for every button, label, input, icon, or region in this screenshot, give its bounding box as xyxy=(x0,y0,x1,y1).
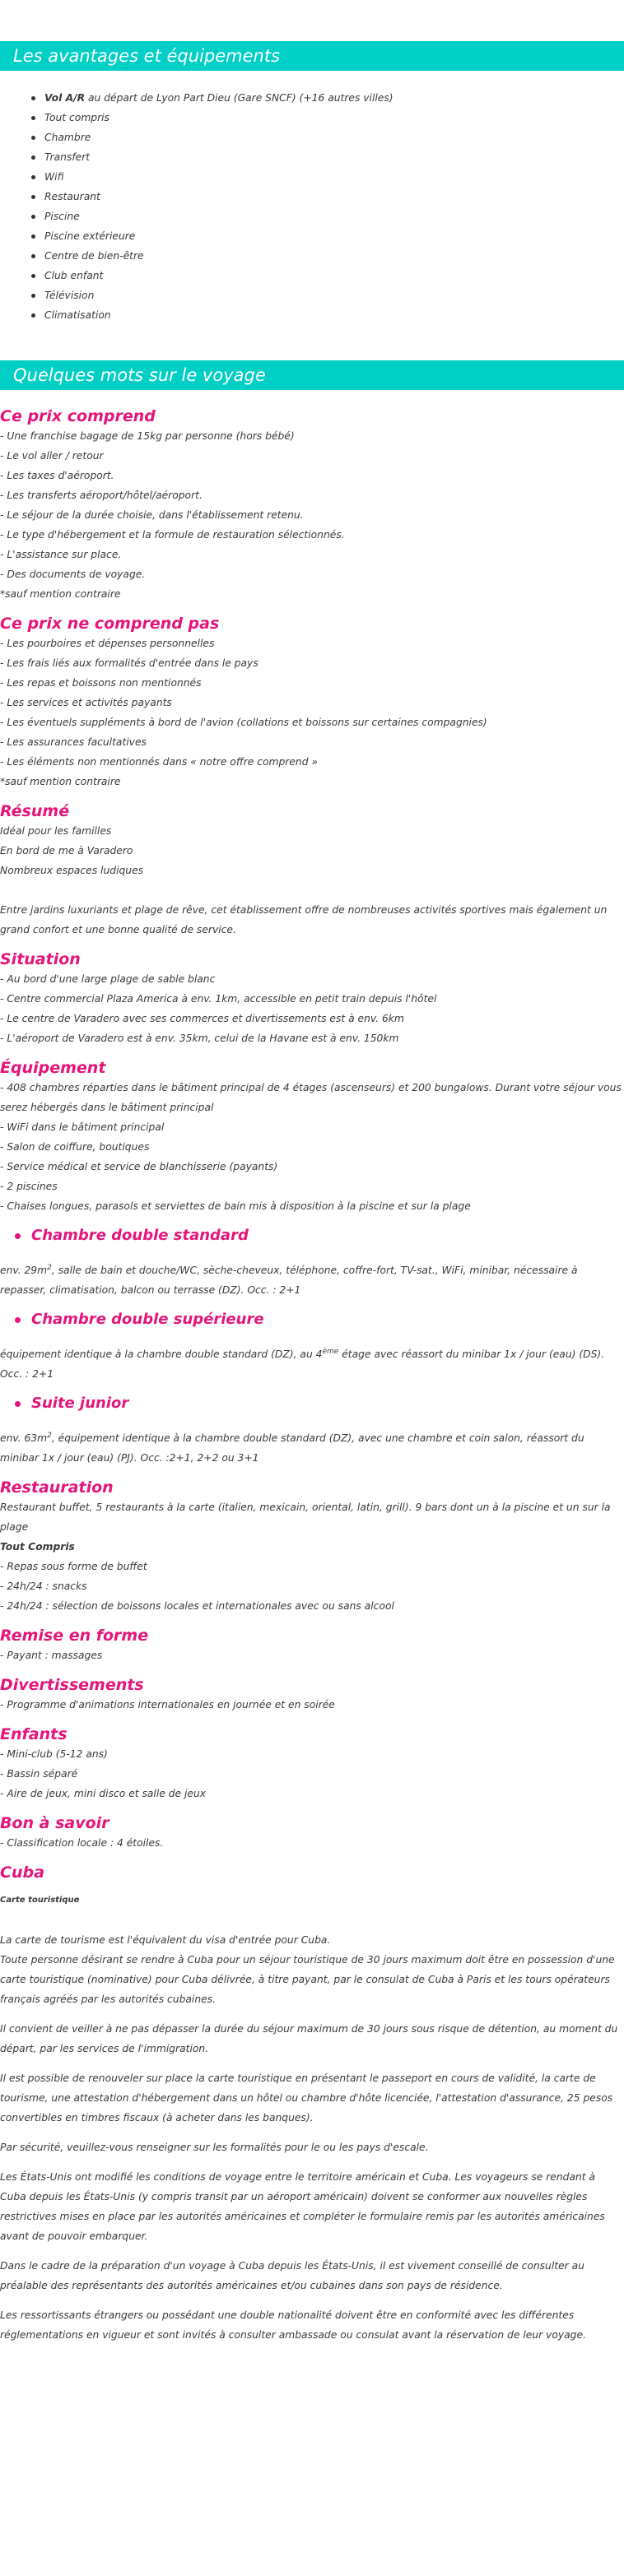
text-line: - Les services et activités payants xyxy=(0,697,172,708)
text-line: - Les transferts aéroport/hôtel/aéroport. xyxy=(0,490,203,501)
feature-item: Club enfant xyxy=(33,268,624,288)
text-line: - WiFi dans le bâtiment principal xyxy=(0,1121,165,1133)
cuba-paragraph: Il convient de veiller à ne pas dépasser la durée du séjour maximum de 30 jours sous risque de détention, au moment du départ, par les services de l'immigration. xyxy=(0,2023,618,2054)
text-line: Idéal pour les familles xyxy=(0,825,112,837)
section-heading: Ce prix comprend xyxy=(0,407,156,425)
text-line: - Programme d'animations internationales en journée et en soirée xyxy=(0,1699,335,1710)
text-line: - L'aéroport de Varadero est à env. 35km, celui de la Havane est à env. 150km xyxy=(0,1033,399,1044)
section-heading: Résumé xyxy=(0,802,70,820)
text-line: - Aire de jeux, mini disco et salle de jeux xyxy=(0,1788,207,1799)
feature-item: Chambre xyxy=(33,130,624,150)
room-superieure-section xyxy=(0,1310,624,1384)
room-desc-sup: 2 xyxy=(47,1431,52,1440)
restauration-bold: Tout Compris xyxy=(0,1541,75,1553)
cuba-subtitle: Carte touristique xyxy=(0,1896,80,1905)
text-line: - 408 chambres réparties dans le bâtiment principal de 4 étages (ascenseurs) et 200 bungalows. Durant votre séjour vous serez hébergés dans le bâtiment principal xyxy=(0,1082,622,1113)
feature-item: Tout compris xyxy=(33,110,624,130)
text-line: - Les pourboires et dépenses personnelles xyxy=(0,638,215,649)
text-line: - Les repas et boissons non mentionnés xyxy=(0,677,202,689)
restauration-section xyxy=(0,1478,624,1616)
room-description xyxy=(0,1428,624,1468)
feature-flight-bold: Vol A/R xyxy=(44,92,86,104)
cuba-paragraph: La carte de tourisme est l'équivalent du visa d'entrée pour Cuba. xyxy=(0,1934,331,1946)
cuba-paragraph: Toute personne désirant se rendre à Cuba pour un séjour touristique de 30 jours maximum doit être en possession d'une carte touristique (nominative) pour Cuba délivrée, à titre payant, par le consulat de Cuba à Paris et les tours opérateurs français agréés par les autorités cubaines. xyxy=(0,1954,615,2005)
resume-section xyxy=(0,801,624,940)
section-heading: Ce prix ne comprend pas xyxy=(0,615,220,633)
section-heading: Bon à savoir xyxy=(0,1814,109,1832)
section-heading: Cuba xyxy=(0,1864,44,1882)
feature-item: Télévision xyxy=(33,288,624,308)
cuba-paragraph: Les États-Unis ont modifié les conditions de voyage entre le territoire américain et Cuba. Les voyageurs se rendant à Cuba depuis les États-Unis (y compris transit par un aéroport américain) doivent se conformer aux nouvelles règles restrictives mises en place par les autorités américaines et compléter le formulaire remis par les autorités américaines avant de pouvoir embarquer. xyxy=(0,2171,605,2242)
feature-item: Wifi xyxy=(33,169,624,189)
resume-paragraph: Entre jardins luxuriants et plage de rêve, cet établissement offre de nombreuses activités sportives mais également un grand confort et une bonne qualité de service. xyxy=(0,904,608,935)
cuba-paragraph: Les ressortissants étrangers ou possédant une double nationalité doivent être en conformité avec les différentes réglementations en vigueur et sont invités à consulter ambassade ou consulat avant la réservation de leur voyage. xyxy=(0,2309,586,2341)
text-line: En bord de me à Varadero xyxy=(0,845,133,856)
text-line: - Mini-club (5-12 ans) xyxy=(0,1748,108,1760)
advantages-banner xyxy=(0,41,624,71)
room-desc-sup: 2 xyxy=(47,1263,52,1272)
page xyxy=(0,41,624,2345)
room-standard-section xyxy=(0,1226,624,1300)
text-line: Nombreux espaces ludiques xyxy=(0,865,144,876)
feature-item xyxy=(33,91,624,110)
text-line: - 2 piscines xyxy=(0,1181,58,1192)
text-line: - 24h/24 : sélection de boissons locales et internationales avec ou sans alcool xyxy=(0,1600,394,1612)
text-line: - Les taxes d'aéroport. xyxy=(0,470,114,481)
text-line: - Classification locale : 4 étoiles. xyxy=(0,1837,164,1849)
feature-flight-rest: au départ de Lyon Part Dieu (Gare SNCF) (+16 autres villes) xyxy=(85,92,393,104)
text-line: - Les éléments non mentionnés dans « notre offre comprend » xyxy=(0,756,319,768)
prix-comprend-section xyxy=(0,406,624,604)
text-line: *sauf mention contraire xyxy=(0,776,121,787)
room-desc-text: , équipement identique à la chambre double standard (DZ), avec une chambre et coin salon, réassort du minibar 1x / jour (eau) (PJ). Occ. :2+1, 2+2 ou 3+1 xyxy=(0,1432,584,1464)
text-line: - Le séjour de la durée choisie, dans l'établissement retenu. xyxy=(0,509,304,521)
room-desc-pre: env. 63m xyxy=(0,1432,48,1444)
text-line: - L'assistance sur place. xyxy=(0,549,122,560)
room-desc-text: étage avec réassort du minibar 1x / jour (eau) (DS). Occ. : 2+1 xyxy=(0,1348,605,1380)
room-desc-pre: env. 29m xyxy=(0,1265,48,1276)
feature-list xyxy=(0,91,624,327)
voyage-banner xyxy=(0,360,624,390)
text-line: - Le vol aller / retour xyxy=(0,450,104,462)
feature-item: Piscine extérieure xyxy=(33,229,624,248)
feature-item: Climatisation xyxy=(33,308,624,327)
room-description xyxy=(0,1344,624,1384)
feature-item: Transfert xyxy=(33,150,624,169)
text-line: - Service médical et service de blanchisserie (payants) xyxy=(0,1161,278,1172)
section-heading: Situation xyxy=(0,950,81,968)
room-heading: Chambre double supérieure xyxy=(0,1310,624,1330)
text-line: - Au bord d'une large plage de sable blanc xyxy=(0,973,216,985)
text-line: - Salon de coiffure, boutiques xyxy=(0,1141,150,1153)
room-heading: Chambre double standard xyxy=(0,1226,624,1246)
section-heading: Restauration xyxy=(0,1478,114,1497)
cuba-section xyxy=(0,1863,624,2345)
remise-section xyxy=(0,1626,624,1665)
voyage-title: Quelques mots sur le voyage xyxy=(13,365,266,385)
section-heading: Divertissements xyxy=(0,1676,144,1694)
room-suite-section xyxy=(0,1394,624,1468)
situation-section xyxy=(0,949,624,1048)
advantages-title: Les avantages et équipements xyxy=(13,46,281,66)
text-line: - Chaises longues, parasols et serviettes de bain mis à disposition à la piscine et sur la plage xyxy=(0,1200,471,1212)
restauration-intro: Restaurant buffet, 5 restaurants à la carte (italien, mexicain, oriental, latin, grill). 9 bars dont un à la piscine et un sur la plage xyxy=(0,1502,611,1533)
cuba-paragraph: Par sécurité, veuillez-vous renseigner sur les formalités pour le ou les pays d'escale. xyxy=(0,2142,429,2153)
text-line: - Les assurances facultatives xyxy=(0,736,147,748)
divert-section xyxy=(0,1675,624,1715)
text-line: - Centre commercial Plaza America à env. 1km, accessible en petit train depuis l'hôtel xyxy=(0,993,437,1005)
text-line: - Repas sous forme de buffet xyxy=(0,1561,147,1572)
text-line: *sauf mention contraire xyxy=(0,588,121,600)
section-heading: Enfants xyxy=(0,1725,68,1743)
feature-item: Centre de bien-être xyxy=(33,248,624,268)
prix-ne-comprend-section xyxy=(0,614,624,791)
room-desc-sup: ème xyxy=(322,1347,339,1356)
cuba-paragraph: Il est possible de renouveler sur place la carte touristique en présentant le passeport en cours de validité, la carte de tourisme, une attestation d'hébergement dans un hôtel ou chambre d'hôte licenciée, l'attestation d'assurance, 25 pesos convertibles en timbres fiscaux (à acheter dans les banques). xyxy=(0,2072,613,2123)
room-heading: Suite junior xyxy=(0,1394,624,1413)
feature-item: Restaurant xyxy=(33,189,624,209)
text-line: - Les frais liés aux formalités d'entrée dans le pays xyxy=(0,657,258,669)
enfants-section xyxy=(0,1724,624,1803)
text-line: - Une franchise bagage de 15kg par personne (hors bébé) xyxy=(0,430,295,442)
equipement-section xyxy=(0,1058,624,1216)
room-desc-text: , salle de bain et douche/WC, sèche-cheveux, téléphone, coffre-fort, TV-sat., WiFi, minibar, nécessaire à repasser, climatisation, balcon ou terrasse (DZ). Occ. : 2+1 xyxy=(0,1265,578,1296)
section-heading: Remise en forme xyxy=(0,1627,149,1645)
room-desc-pre: équipement identique à la chambre double standard (DZ), au 4 xyxy=(0,1348,323,1360)
section-heading: Équipement xyxy=(0,1059,106,1077)
feature-item: Piscine xyxy=(33,209,624,229)
text-line: - Payant : massages xyxy=(0,1650,103,1661)
text-line: - Bassin séparé xyxy=(0,1768,78,1780)
text-line: - Le centre de Varadero avec ses commerces et divertissements est à env. 6km xyxy=(0,1013,404,1024)
room-description xyxy=(0,1260,624,1300)
text-line: - Des documents de voyage. xyxy=(0,569,146,580)
bon-section xyxy=(0,1813,624,1853)
text-line: - Les éventuels suppléments à bord de l'avion (collations et boissons sur certaines compagnies) xyxy=(0,717,487,728)
text-line: - Le type d'hébergement et la formule de restauration sélectionnés. xyxy=(0,529,345,541)
cuba-paragraph: Dans le cadre de la préparation d'un voyage à Cuba depuis les États-Unis, il est vivement conseillé de consulter au préalable des représentants des autorités américaines et/ou cubaines dans son pays de résidence. xyxy=(0,2260,584,2291)
text-line: - 24h/24 : snacks xyxy=(0,1580,87,1592)
